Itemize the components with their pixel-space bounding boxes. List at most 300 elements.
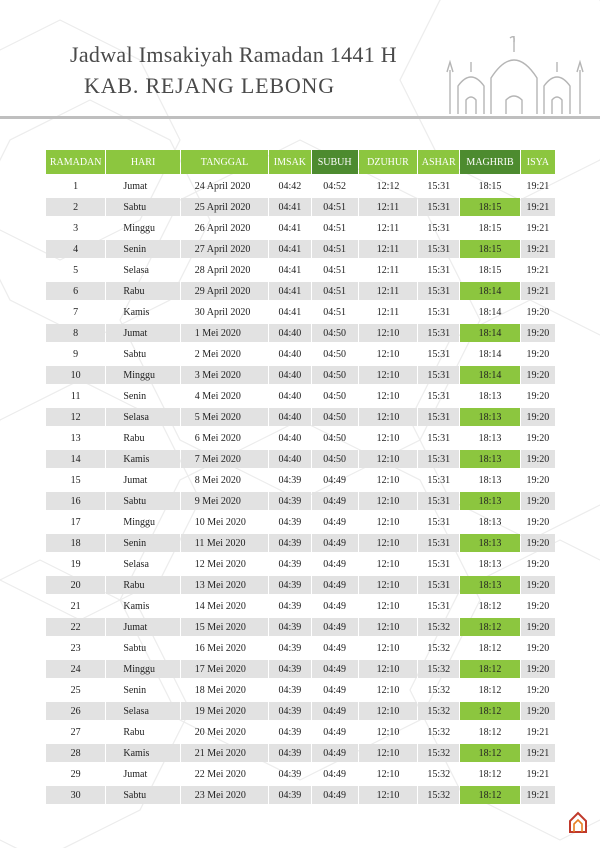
cell-maghrib: 18:14 <box>460 282 519 300</box>
cell-ashar: 15:31 <box>427 474 451 486</box>
cell-subuh: 04:49 <box>323 726 347 738</box>
cell-tanggal: 19 Mei 2020 <box>181 702 269 720</box>
table-row <box>46 723 555 741</box>
cell-tanggal: 11 Mei 2020 <box>181 534 269 552</box>
cell-imsak: 04:40 <box>269 366 310 384</box>
cell-dzuhur: 12:10 <box>359 324 417 342</box>
table-row <box>46 765 555 783</box>
cell-imsak: 04:41 <box>269 282 310 300</box>
table-row <box>46 282 555 300</box>
cell-ashar: 15:32 <box>418 618 459 636</box>
cell-maghrib: 18:14 <box>478 306 502 318</box>
cell-ramadan: 6 <box>46 282 105 300</box>
cell-maghrib: 18:14 <box>478 348 502 360</box>
cell-dzuhur: 12:11 <box>359 198 417 216</box>
cell-subuh: 04:52 <box>323 180 347 192</box>
cell-hari: Selasa <box>106 702 179 720</box>
cell-tanggal: 10 Mei 2020 <box>194 516 246 528</box>
cell-hari: Jumat <box>106 324 179 342</box>
cell-ramadan: 23 <box>70 642 81 654</box>
cell-isya: 19:21 <box>521 744 555 762</box>
cell-subuh: 04:50 <box>323 348 347 360</box>
table-row <box>46 492 555 510</box>
cell-hari: Senin <box>123 684 147 696</box>
cell-dzuhur: 12:10 <box>359 450 417 468</box>
cell-subuh: 04:49 <box>312 744 358 762</box>
cell-ramadan: 29 <box>70 768 81 780</box>
table-row <box>46 576 555 594</box>
cell-tanggal: 22 Mei 2020 <box>194 768 246 780</box>
cell-isya: 19:21 <box>526 726 550 738</box>
cell-isya: 19:20 <box>521 660 555 678</box>
cell-subuh: 04:51 <box>312 240 358 258</box>
cell-subuh: 04:50 <box>323 432 347 444</box>
cell-dzuhur: 12:12 <box>376 180 400 192</box>
cell-subuh: 04:50 <box>312 450 358 468</box>
cell-maghrib: 18:13 <box>460 408 519 426</box>
cell-ashar: 15:31 <box>427 180 451 192</box>
cell-isya: 19:20 <box>526 684 550 696</box>
table-row <box>46 639 555 657</box>
cell-isya: 19:20 <box>521 702 555 720</box>
cell-imsak: 04:39 <box>278 600 302 612</box>
cell-maghrib: 18:13 <box>478 516 502 528</box>
cell-dzuhur: 12:10 <box>359 702 417 720</box>
cell-hari: Sabtu <box>106 198 179 216</box>
cell-ashar: 15:32 <box>418 660 459 678</box>
cell-maghrib: 18:13 <box>478 558 502 570</box>
cell-ramadan: 10 <box>46 366 105 384</box>
cell-subuh: 04:51 <box>323 222 347 234</box>
cell-ramadan: 2 <box>46 198 105 216</box>
table-row <box>46 387 555 405</box>
table-row <box>46 702 555 720</box>
cell-dzuhur: 12:10 <box>359 660 417 678</box>
cell-ramadan: 15 <box>70 474 81 486</box>
table-row <box>46 471 555 489</box>
cell-ramadan: 30 <box>46 786 105 804</box>
cell-dzuhur: 12:10 <box>359 408 417 426</box>
cell-imsak: 04:39 <box>278 726 302 738</box>
cell-ramadan: 16 <box>46 492 105 510</box>
cell-tanggal: 25 April 2020 <box>181 198 269 216</box>
cell-imsak: 04:41 <box>269 240 310 258</box>
cell-ashar: 15:31 <box>427 348 451 360</box>
cell-ashar: 15:32 <box>427 642 451 654</box>
cell-hari: Sabtu <box>106 492 179 510</box>
cell-hari: Sabtu <box>123 642 147 654</box>
cell-maghrib: 18:15 <box>478 222 502 234</box>
cell-dzuhur: 12:10 <box>376 432 400 444</box>
cell-tanggal: 7 Mei 2020 <box>181 450 269 468</box>
cell-hari: Minggu <box>106 660 179 678</box>
cell-dzuhur: 12:11 <box>359 240 417 258</box>
cell-subuh: 04:49 <box>323 600 347 612</box>
table-row <box>46 366 555 384</box>
cell-ashar: 15:31 <box>427 432 451 444</box>
mosque-icon <box>446 30 586 114</box>
cell-imsak: 04:39 <box>269 534 310 552</box>
cell-subuh: 04:49 <box>312 534 358 552</box>
cell-tanggal: 17 Mei 2020 <box>181 660 269 678</box>
cell-ashar: 15:32 <box>427 768 451 780</box>
cell-dzuhur: 12:10 <box>376 684 400 696</box>
cell-ashar: 15:31 <box>427 516 451 528</box>
cell-ramadan: 13 <box>70 432 81 444</box>
cell-tanggal: 13 Mei 2020 <box>181 576 269 594</box>
schedule-table <box>45 147 556 807</box>
cell-subuh: 04:49 <box>312 786 358 804</box>
cell-tanggal: 6 Mei 2020 <box>194 432 241 444</box>
table-row <box>46 408 555 426</box>
cell-isya: 19:21 <box>521 282 555 300</box>
cell-ashar: 15:31 <box>418 492 459 510</box>
cell-maghrib: 18:12 <box>478 600 502 612</box>
table-row <box>46 345 555 363</box>
cell-imsak: 04:39 <box>269 576 310 594</box>
page-title: Jadwal Imsakiyah Ramadan 1441 H <box>70 42 397 67</box>
cell-dzuhur: 12:10 <box>376 474 400 486</box>
cell-ramadan: 21 <box>70 600 81 612</box>
cell-imsak: 04:39 <box>269 744 310 762</box>
cell-hari: Rabu <box>106 282 179 300</box>
cell-maghrib: 18:13 <box>460 576 519 594</box>
cell-imsak: 04:40 <box>269 408 310 426</box>
cell-ramadan: 24 <box>46 660 105 678</box>
cell-ramadan: 25 <box>70 684 81 696</box>
cell-subuh: 04:49 <box>323 684 347 696</box>
cell-maghrib: 18:12 <box>460 660 519 678</box>
cell-dzuhur: 12:11 <box>376 222 400 234</box>
cell-dzuhur: 12:10 <box>376 642 400 654</box>
cell-isya: 19:21 <box>521 786 555 804</box>
cell-ashar: 15:32 <box>427 726 451 738</box>
cell-ashar: 15:32 <box>427 684 451 696</box>
table-body <box>46 177 555 804</box>
cell-maghrib: 18:13 <box>478 390 502 402</box>
cell-maghrib: 18:12 <box>460 786 519 804</box>
cell-tanggal: 5 Mei 2020 <box>181 408 269 426</box>
cell-tanggal: 12 Mei 2020 <box>194 558 246 570</box>
cell-isya: 19:20 <box>521 324 555 342</box>
cell-ashar: 15:31 <box>418 408 459 426</box>
cell-dzuhur: 12:10 <box>376 726 400 738</box>
cell-isya: 19:20 <box>521 492 555 510</box>
cell-imsak: 04:39 <box>278 516 302 528</box>
cell-hari: Selasa <box>123 264 149 276</box>
cell-ashar: 15:31 <box>418 366 459 384</box>
table-row <box>46 555 555 573</box>
cell-imsak: 04:39 <box>278 684 302 696</box>
cell-isya: 19:20 <box>526 516 550 528</box>
cell-dzuhur: 12:11 <box>376 264 400 276</box>
cell-ramadan: 12 <box>46 408 105 426</box>
cell-ashar: 15:32 <box>418 702 459 720</box>
cell-hari: Selasa <box>106 408 179 426</box>
table-row <box>46 660 555 678</box>
title-divider <box>0 116 600 119</box>
table-header-row <box>46 150 555 174</box>
cell-isya: 19:20 <box>526 558 550 570</box>
cell-imsak: 04:41 <box>278 306 302 318</box>
table-row <box>46 534 555 552</box>
cell-isya: 19:20 <box>521 618 555 636</box>
cell-tanggal: 8 Mei 2020 <box>194 474 241 486</box>
cell-hari: Minggu <box>123 516 156 528</box>
table-row <box>46 261 555 279</box>
cell-ashar: 15:31 <box>418 534 459 552</box>
cell-subuh: 04:51 <box>312 198 358 216</box>
cell-ashar: 15:31 <box>418 282 459 300</box>
cell-isya: 19:20 <box>521 450 555 468</box>
cell-dzuhur: 12:10 <box>376 516 400 528</box>
table-row <box>46 303 555 321</box>
cell-dzuhur: 12:10 <box>359 786 417 804</box>
cell-isya: 19:21 <box>521 240 555 258</box>
cell-tanggal: 28 April 2020 <box>194 264 251 276</box>
cell-isya: 19:20 <box>521 408 555 426</box>
cell-isya: 19:21 <box>526 222 550 234</box>
cell-ramadan: 5 <box>73 264 79 276</box>
cell-tanggal: 30 April 2020 <box>194 306 251 318</box>
cell-ashar: 15:31 <box>418 198 459 216</box>
cell-subuh: 04:49 <box>323 516 347 528</box>
cell-hari: Kamis <box>123 600 150 612</box>
cell-isya: 19:20 <box>521 576 555 594</box>
cell-maghrib: 18:13 <box>460 534 519 552</box>
cell-maghrib: 18:14 <box>460 324 519 342</box>
cell-ashar: 15:31 <box>418 240 459 258</box>
col-header-dzuhur: DZUHUR <box>359 150 417 174</box>
table-row <box>46 219 555 237</box>
cell-imsak: 04:40 <box>269 450 310 468</box>
cell-ashar: 15:31 <box>427 264 451 276</box>
cell-ashar: 15:31 <box>427 390 451 402</box>
cell-isya: 19:20 <box>526 600 550 612</box>
table-row <box>46 240 555 258</box>
cell-subuh: 04:49 <box>312 618 358 636</box>
cell-ashar: 15:31 <box>427 306 451 318</box>
cell-tanggal: 4 Mei 2020 <box>194 390 241 402</box>
col-header-subuh: SUBUH <box>312 150 358 174</box>
cell-imsak: 04:39 <box>269 786 310 804</box>
cell-tanggal: 18 Mei 2020 <box>194 684 246 696</box>
cell-tanggal: 20 Mei 2020 <box>194 726 246 738</box>
cell-maghrib: 18:12 <box>460 744 519 762</box>
cell-tanggal: 16 Mei 2020 <box>194 642 246 654</box>
cell-imsak: 04:39 <box>278 642 302 654</box>
cell-tanggal: 1 Mei 2020 <box>181 324 269 342</box>
cell-ramadan: 4 <box>46 240 105 258</box>
cell-tanggal: 27 April 2020 <box>181 240 269 258</box>
col-header-maghrib: MAGHRIB <box>460 150 519 174</box>
cell-hari: Sabtu <box>106 786 179 804</box>
cell-tanggal: 15 Mei 2020 <box>181 618 269 636</box>
table-row <box>46 681 555 699</box>
cell-maghrib: 18:12 <box>478 726 502 738</box>
cell-maghrib: 18:12 <box>460 618 519 636</box>
cell-ashar: 15:31 <box>418 576 459 594</box>
cell-dzuhur: 12:10 <box>359 618 417 636</box>
cell-subuh: 04:49 <box>323 474 347 486</box>
cell-subuh: 04:50 <box>312 408 358 426</box>
cell-ramadan: 22 <box>46 618 105 636</box>
cell-ramadan: 7 <box>73 306 79 318</box>
cell-ashar: 15:31 <box>418 450 459 468</box>
cell-ramadan: 26 <box>46 702 105 720</box>
cell-ramadan: 19 <box>70 558 81 570</box>
cell-hari: Rabu <box>106 576 179 594</box>
cell-hari: Senin <box>106 534 179 552</box>
cell-maghrib: 18:13 <box>478 474 502 486</box>
cell-ramadan: 11 <box>70 390 81 402</box>
cell-maghrib: 18:13 <box>478 432 502 444</box>
cell-ramadan: 14 <box>46 450 105 468</box>
cell-maghrib: 18:15 <box>460 240 519 258</box>
cell-isya: 19:20 <box>526 390 550 402</box>
cell-isya: 19:20 <box>526 306 550 318</box>
cell-maghrib: 18:12 <box>478 684 502 696</box>
cell-subuh: 04:50 <box>312 324 358 342</box>
cell-imsak: 04:42 <box>278 180 302 192</box>
cell-subuh: 04:49 <box>323 642 347 654</box>
table-row <box>46 177 555 195</box>
cell-hari: Jumat <box>106 618 179 636</box>
cell-hari: Rabu <box>123 726 145 738</box>
cell-isya: 19:20 <box>521 534 555 552</box>
cell-ramadan: 20 <box>46 576 105 594</box>
cell-imsak: 04:39 <box>269 618 310 636</box>
cell-hari: Jumat <box>123 474 148 486</box>
cell-tanggal: 24 April 2020 <box>194 180 251 192</box>
cell-imsak: 04:40 <box>269 324 310 342</box>
cell-maghrib: 18:15 <box>478 180 502 192</box>
cell-imsak: 04:39 <box>278 558 302 570</box>
col-header-isya: ISYA <box>521 150 555 174</box>
cell-subuh: 04:49 <box>312 702 358 720</box>
cell-ramadan: 27 <box>70 726 81 738</box>
table-row <box>46 324 555 342</box>
col-header-tanggal: TANGGAL <box>181 150 269 174</box>
cell-dzuhur: 12:11 <box>359 282 417 300</box>
cell-ashar: 15:31 <box>427 222 451 234</box>
cell-tanggal: 21 Mei 2020 <box>181 744 269 762</box>
cell-hari: Minggu <box>106 366 179 384</box>
cell-tanggal: 14 Mei 2020 <box>194 600 246 612</box>
cell-subuh: 04:51 <box>323 306 347 318</box>
cell-ashar: 15:31 <box>418 324 459 342</box>
cell-dzuhur: 12:10 <box>376 348 400 360</box>
cell-imsak: 04:40 <box>278 348 302 360</box>
cell-ashar: 15:32 <box>418 786 459 804</box>
cell-tanggal: 9 Mei 2020 <box>181 492 269 510</box>
cell-tanggal: 3 Mei 2020 <box>181 366 269 384</box>
cell-imsak: 04:39 <box>269 660 310 678</box>
table-row <box>46 198 555 216</box>
cell-tanggal: 29 April 2020 <box>181 282 269 300</box>
cell-dzuhur: 12:11 <box>376 306 400 318</box>
cell-ramadan: 9 <box>73 348 79 360</box>
cell-dzuhur: 12:10 <box>359 534 417 552</box>
cell-maghrib: 18:12 <box>478 642 502 654</box>
cell-hari: Kamis <box>123 306 150 318</box>
cell-isya: 19:21 <box>526 768 550 780</box>
cell-maghrib: 18:15 <box>478 264 502 276</box>
cell-ashar: 15:31 <box>427 600 451 612</box>
cell-maghrib: 18:14 <box>460 366 519 384</box>
cell-maghrib: 18:13 <box>460 450 519 468</box>
cell-imsak: 04:40 <box>278 432 302 444</box>
cell-isya: 19:21 <box>526 180 550 192</box>
cell-maghrib: 18:15 <box>460 198 519 216</box>
cell-dzuhur: 12:10 <box>359 492 417 510</box>
cell-ashar: 15:31 <box>427 558 451 570</box>
col-header-ramadan: RAMADAN <box>46 150 105 174</box>
cell-isya: 19:20 <box>526 474 550 486</box>
cell-ramadan: 1 <box>73 180 79 192</box>
cell-dzuhur: 12:10 <box>359 744 417 762</box>
cell-imsak: 04:39 <box>269 492 310 510</box>
cell-dzuhur: 12:10 <box>376 390 400 402</box>
cell-ashar: 15:32 <box>418 744 459 762</box>
table-row <box>46 786 555 804</box>
cell-subuh: 04:49 <box>323 558 347 570</box>
cell-imsak: 04:39 <box>278 474 302 486</box>
cell-ramadan: 17 <box>70 516 81 528</box>
cell-subuh: 04:51 <box>312 282 358 300</box>
cell-maghrib: 18:12 <box>460 702 519 720</box>
house-logo-icon <box>568 810 588 834</box>
cell-tanggal: 23 Mei 2020 <box>181 786 269 804</box>
cell-isya: 19:20 <box>521 366 555 384</box>
cell-tanggal: 2 Mei 2020 <box>194 348 241 360</box>
col-header-hari: HARI <box>106 150 179 174</box>
cell-hari: Senin <box>106 240 179 258</box>
table-row <box>46 618 555 636</box>
cell-ramadan: 8 <box>46 324 105 342</box>
cell-isya: 19:20 <box>526 348 550 360</box>
table-row <box>46 744 555 762</box>
cell-subuh: 04:50 <box>312 366 358 384</box>
cell-imsak: 04:41 <box>278 264 302 276</box>
cell-subuh: 04:50 <box>323 390 347 402</box>
cell-subuh: 04:49 <box>323 768 347 780</box>
cell-isya: 19:20 <box>526 432 550 444</box>
cell-hari: Minggu <box>123 222 156 234</box>
col-header-ashar: ASHAR <box>418 150 459 174</box>
cell-isya: 19:20 <box>526 642 550 654</box>
table-row <box>46 513 555 531</box>
page-subtitle: KAB. REJANG LEBONG <box>84 73 335 98</box>
cell-hari: Senin <box>123 390 147 402</box>
cell-imsak: 04:39 <box>278 768 302 780</box>
cell-subuh: 04:49 <box>312 492 358 510</box>
cell-hari: Sabtu <box>123 348 147 360</box>
cell-dzuhur: 12:10 <box>359 576 417 594</box>
cell-hari: Rabu <box>123 432 145 444</box>
cell-ramadan: 3 <box>73 222 79 234</box>
cell-imsak: 04:41 <box>278 222 302 234</box>
table-row <box>46 429 555 447</box>
cell-hari: Jumat <box>123 768 148 780</box>
cell-subuh: 04:49 <box>312 660 358 678</box>
cell-ramadan: 18 <box>46 534 105 552</box>
cell-imsak: 04:40 <box>278 390 302 402</box>
cell-hari: Kamis <box>106 450 179 468</box>
cell-tanggal: 26 April 2020 <box>194 222 251 234</box>
cell-subuh: 04:51 <box>323 264 347 276</box>
table-row <box>46 450 555 468</box>
